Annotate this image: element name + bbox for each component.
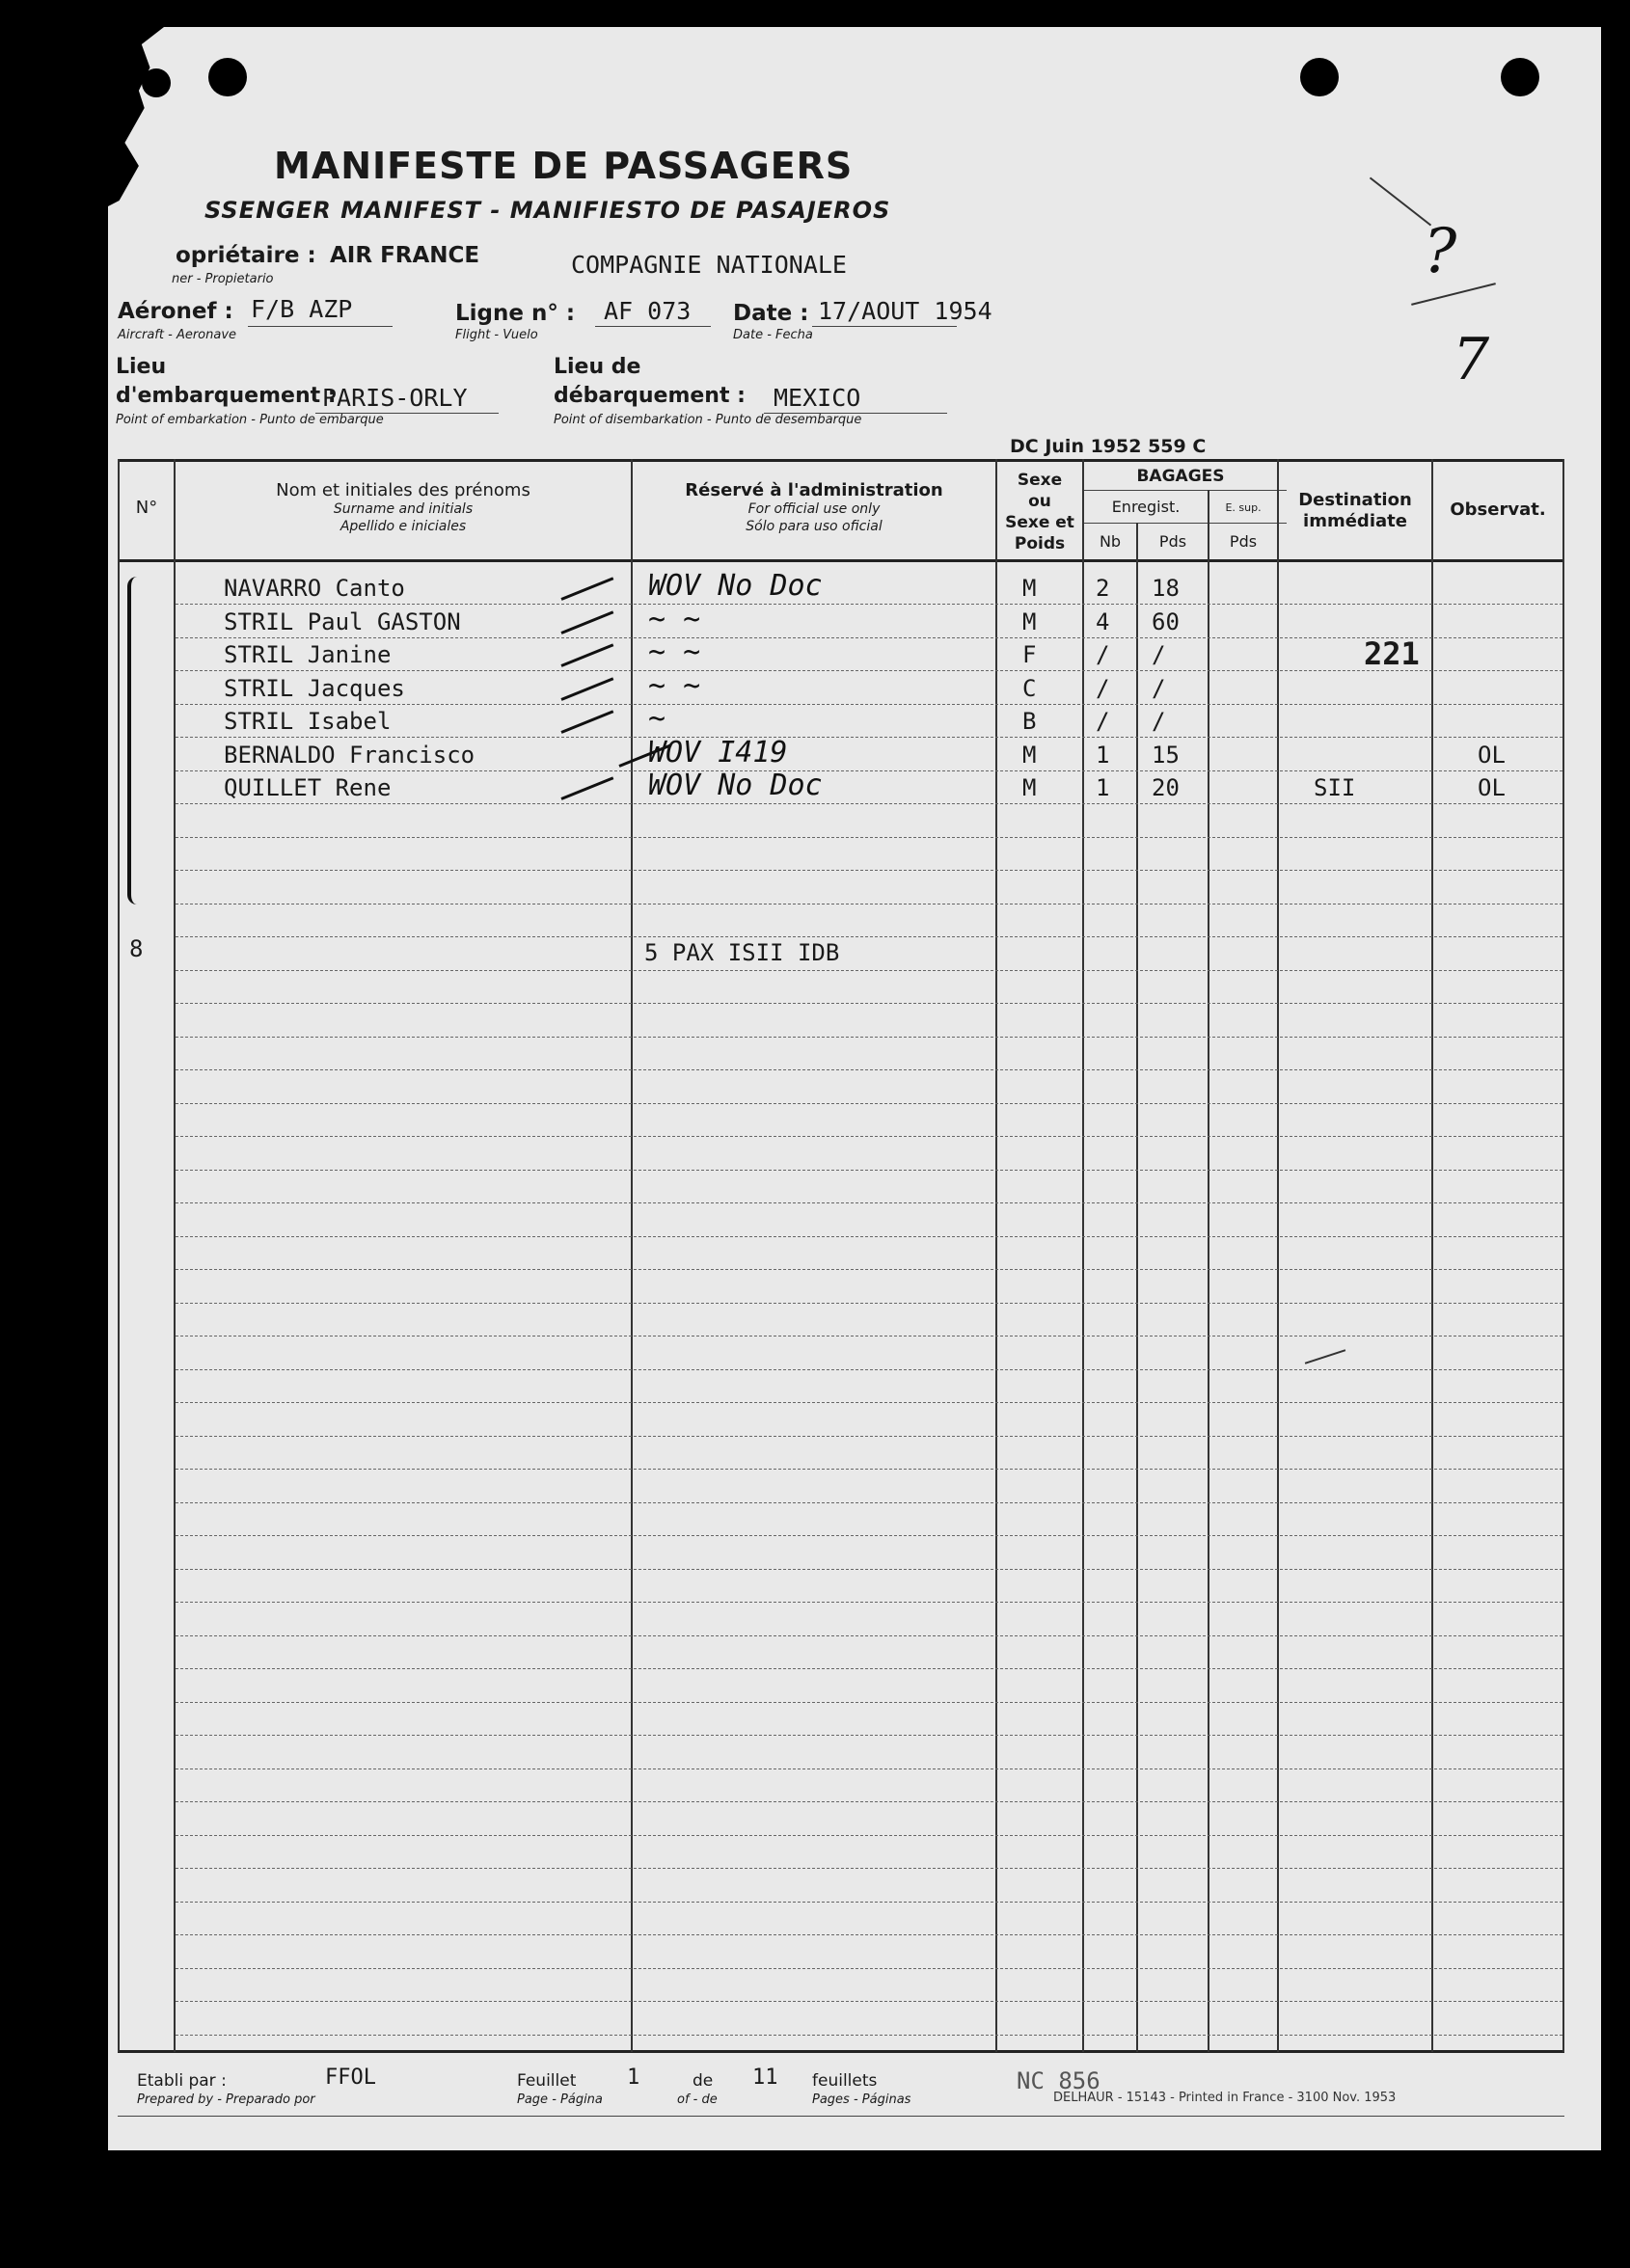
table-left-border bbox=[118, 459, 120, 2052]
line-label: Ligne n° : bbox=[455, 301, 576, 326]
admin-note: WOV I419 bbox=[648, 736, 788, 770]
col-header-bags-registered: Enregist. bbox=[1111, 498, 1181, 516]
company-name: COMPAGNIE NATIONALE bbox=[571, 251, 847, 279]
admin-note: WOV No Doc bbox=[648, 569, 823, 603]
disembark-sublabel: Point of disembarkation - Punto de desembarque bbox=[554, 413, 862, 427]
ruled-line bbox=[176, 1868, 1562, 1869]
ruled-line bbox=[176, 737, 1562, 738]
row-number: 8 bbox=[129, 935, 144, 962]
ruled-line bbox=[176, 803, 1562, 804]
ruled-line bbox=[176, 1202, 1562, 1203]
passenger-sex: M bbox=[1022, 608, 1037, 635]
destination: SII bbox=[1314, 774, 1356, 801]
check-mark bbox=[560, 677, 613, 701]
ruled-line bbox=[176, 1735, 1562, 1736]
bag-sub-divider bbox=[1082, 523, 1287, 524]
bag-weight: 18 bbox=[1152, 575, 1180, 602]
bag-weight: 20 bbox=[1152, 774, 1180, 801]
table-header-bottom bbox=[118, 559, 1564, 562]
sheets-label: feuillets bbox=[812, 2071, 878, 2091]
of-value: 11 bbox=[752, 2066, 778, 2090]
col-header-name-es: Apellido e iniciales bbox=[340, 519, 467, 534]
bag-weight: / bbox=[1152, 708, 1166, 735]
check-mark bbox=[560, 577, 613, 601]
ruled-line bbox=[176, 970, 1562, 971]
established-label: Etabli par : bbox=[137, 2071, 227, 2091]
embark-underline bbox=[315, 413, 499, 414]
passenger-name: QUILLET Rene bbox=[224, 774, 392, 801]
document-number: NC 856 bbox=[1017, 2067, 1100, 2094]
line-value: AF 073 bbox=[604, 297, 692, 325]
page-subtitle: SSENGER MANIFEST - MANIFIESTO DE PASAJEROS bbox=[204, 197, 891, 224]
disembark-underline bbox=[764, 413, 947, 414]
ruled-line bbox=[176, 604, 1562, 605]
ruled-line bbox=[176, 637, 1562, 638]
ruled-line bbox=[176, 1003, 1562, 1004]
passenger-sex: B bbox=[1022, 708, 1037, 735]
passenger-name: STRIL Paul GASTON bbox=[224, 608, 461, 635]
sheet-sublabel: Page - Página bbox=[517, 2092, 603, 2107]
ruled-line bbox=[176, 2001, 1562, 2002]
col-header-sex-3: Sexe et bbox=[1005, 513, 1074, 532]
aircraft-underline bbox=[248, 326, 393, 327]
line-sublabel: Flight - Vuelo bbox=[455, 328, 538, 342]
bag-count: / bbox=[1096, 708, 1110, 735]
ruled-line bbox=[176, 1934, 1562, 1935]
of-sublabel: of - de bbox=[677, 2092, 718, 2107]
ruled-line bbox=[176, 2035, 1562, 2036]
check-mark bbox=[560, 643, 613, 667]
admin-note: ~ bbox=[648, 702, 666, 736]
printer-notice: DELHAUR - 15143 - Printed in France - 3100 Nov. 1953 bbox=[1053, 2091, 1397, 2105]
col-header-dest-1: Destination bbox=[1298, 490, 1412, 510]
ruled-line bbox=[176, 1768, 1562, 1769]
col-header-bags-extra: E. sup. bbox=[1225, 501, 1262, 514]
col-header-name: Nom et initiales des prénoms bbox=[276, 480, 530, 500]
punch-hole bbox=[208, 58, 247, 96]
embark-label-2: d'embarquement : bbox=[116, 384, 337, 408]
admin-summary: 5 PAX ISII IDB bbox=[644, 939, 840, 966]
passenger-name: BERNALDO Francisco bbox=[224, 742, 475, 769]
bag-count: 4 bbox=[1096, 608, 1110, 635]
ruled-line bbox=[176, 1469, 1562, 1470]
stray-pen-mark bbox=[1305, 1349, 1345, 1364]
ruled-line bbox=[176, 1136, 1562, 1137]
bag-weight: 15 bbox=[1152, 742, 1180, 769]
ruled-line bbox=[176, 1269, 1562, 1270]
form-code: DC Juin 1952 559 C bbox=[1010, 436, 1207, 457]
admin-note: ~ ~ bbox=[648, 603, 701, 636]
established-sublabel: Prepared by - Preparado por bbox=[137, 2092, 315, 2107]
date-sublabel: Date - Fecha bbox=[733, 328, 813, 342]
ruled-line bbox=[176, 1170, 1562, 1171]
disembark-label-2: débarquement : bbox=[554, 384, 746, 408]
ruled-line bbox=[176, 1801, 1562, 1802]
observation: OL bbox=[1478, 774, 1506, 801]
col-divider-dest bbox=[1431, 459, 1433, 2052]
destination: 221 bbox=[1364, 635, 1420, 672]
punch-hole bbox=[1501, 58, 1539, 96]
ruled-line bbox=[176, 1902, 1562, 1903]
passenger-sex: M bbox=[1022, 742, 1037, 769]
ruled-line bbox=[176, 1402, 1562, 1403]
bag-weight: / bbox=[1152, 675, 1166, 702]
bag-weight: / bbox=[1152, 641, 1166, 668]
aircraft-sublabel: Aircraft - Aeronave bbox=[118, 328, 237, 342]
bag-count: / bbox=[1096, 675, 1110, 702]
ruled-line bbox=[176, 1069, 1562, 1070]
embark-sublabel: Point of embarkation - Punto de embarque bbox=[116, 413, 384, 427]
punch-hole bbox=[1300, 58, 1339, 96]
sheets-sublabel: Pages - Páginas bbox=[812, 2092, 911, 2107]
col-divider-bags bbox=[1277, 459, 1279, 2052]
ruled-line bbox=[176, 1635, 1562, 1636]
ruled-line bbox=[176, 870, 1562, 871]
check-mark bbox=[560, 610, 613, 634]
page-title: MANIFESTE DE PASSAGERS bbox=[274, 145, 854, 187]
margin-pen-stroke bbox=[1370, 177, 1431, 227]
ruled-line bbox=[176, 1668, 1562, 1669]
ruled-line bbox=[176, 1236, 1562, 1237]
bag-weight: 60 bbox=[1152, 608, 1180, 635]
ruled-line bbox=[176, 1502, 1562, 1503]
disembark-label-1: Lieu de bbox=[554, 355, 641, 379]
col-divider-no bbox=[174, 459, 176, 2052]
ruled-line bbox=[176, 1535, 1562, 1536]
embark-label-1: Lieu bbox=[116, 355, 167, 379]
passenger-sex: F bbox=[1022, 641, 1037, 668]
col-header-bags-extra-pds: Pds bbox=[1229, 532, 1258, 551]
owner-sublabel: ner - Propietario bbox=[172, 272, 274, 286]
col-header-sex-2: ou bbox=[1028, 492, 1051, 511]
ruled-line bbox=[176, 1702, 1562, 1703]
col-header-sex-1: Sexe bbox=[1017, 471, 1063, 490]
bag-count: 1 bbox=[1096, 742, 1110, 769]
table-top-border bbox=[118, 459, 1564, 462]
check-mark bbox=[560, 776, 613, 800]
col-header-bags: BAGAGES bbox=[1136, 467, 1225, 486]
col-header-no: N° bbox=[135, 498, 158, 518]
col-header-dest-2: immédiate bbox=[1303, 511, 1407, 531]
check-mark bbox=[560, 710, 613, 734]
col-divider-sex bbox=[1082, 459, 1084, 2052]
col-divider-pds bbox=[1208, 490, 1209, 2052]
col-header-bags-pds: Pds bbox=[1158, 532, 1187, 551]
established-value: FFOL bbox=[325, 2066, 376, 2090]
ruled-line bbox=[176, 1303, 1562, 1304]
passenger-name: STRIL Isabel bbox=[224, 708, 392, 735]
ruled-line bbox=[176, 670, 1562, 671]
col-divider-admin bbox=[995, 459, 997, 2052]
col-header-admin-es: Sólo para uso oficial bbox=[746, 519, 883, 534]
ruled-line bbox=[176, 1835, 1562, 1836]
sheet-label: Feuillet bbox=[517, 2071, 577, 2091]
col-header-bags-nb: Nb bbox=[1099, 532, 1122, 551]
ruled-line bbox=[176, 837, 1562, 838]
admin-note: ~ ~ bbox=[648, 669, 701, 703]
owner-value: AIR FRANCE bbox=[330, 243, 480, 268]
embark-value: PARIS-ORLY bbox=[322, 384, 468, 412]
passenger-sex: M bbox=[1022, 575, 1037, 602]
margin-handwritten-mark: 7 bbox=[1453, 326, 1490, 393]
col-header-admin: Réservé à l'administration bbox=[685, 480, 943, 500]
ruled-line bbox=[176, 1968, 1562, 1969]
passenger-name: NAVARRO Canto bbox=[224, 575, 405, 602]
bag-count: 1 bbox=[1096, 774, 1110, 801]
col-header-obs: Observat. bbox=[1450, 500, 1546, 520]
bag-count: / bbox=[1096, 641, 1110, 668]
col-divider-nb bbox=[1136, 523, 1138, 2052]
passenger-sex: M bbox=[1022, 774, 1037, 801]
date-value: 17/AOUT 1954 bbox=[818, 297, 992, 325]
admin-note: ~ ~ bbox=[648, 635, 701, 669]
ruled-line bbox=[176, 770, 1562, 771]
col-header-admin-en: For official use only bbox=[747, 501, 881, 517]
footer-bottom-border bbox=[118, 2116, 1564, 2117]
ruled-line bbox=[176, 1602, 1562, 1603]
ruled-line bbox=[176, 704, 1562, 705]
ruled-line bbox=[176, 1037, 1562, 1038]
manifest-page bbox=[108, 27, 1601, 2150]
ruled-line bbox=[176, 936, 1562, 937]
table-bottom-border bbox=[118, 2050, 1564, 2053]
bag-count: 2 bbox=[1096, 575, 1110, 602]
aircraft-label: Aéronef : bbox=[118, 299, 233, 324]
table-right-border bbox=[1562, 459, 1564, 2052]
observation: OL bbox=[1478, 742, 1506, 769]
margin-bracket bbox=[127, 577, 149, 904]
col-header-sex-4: Poids bbox=[1014, 534, 1066, 554]
ruled-line bbox=[176, 1569, 1562, 1570]
col-header-name-en: Surname and initials bbox=[333, 501, 474, 517]
col-divider-name bbox=[631, 459, 633, 2052]
ruled-line bbox=[176, 1436, 1562, 1437]
ruled-line bbox=[176, 1103, 1562, 1104]
margin-handwritten-mark: ? bbox=[1424, 216, 1457, 287]
ruled-line bbox=[176, 1369, 1562, 1370]
sheet-value: 1 bbox=[627, 2066, 640, 2090]
owner-label: opriétaire : bbox=[176, 243, 316, 268]
admin-note: WOV No Doc bbox=[648, 769, 823, 802]
aircraft-value: F/B AZP bbox=[251, 295, 353, 323]
passenger-sex: C bbox=[1022, 675, 1037, 702]
date-label: Date : bbox=[733, 301, 809, 326]
of-label: de bbox=[693, 2071, 714, 2091]
line-underline bbox=[595, 326, 711, 327]
disembark-value: MEXICO bbox=[774, 384, 861, 412]
date-underline bbox=[812, 326, 957, 327]
passenger-name: STRIL Janine bbox=[224, 641, 392, 668]
bag-sub-divider bbox=[1082, 490, 1287, 491]
passenger-name: STRIL Jacques bbox=[224, 675, 405, 702]
